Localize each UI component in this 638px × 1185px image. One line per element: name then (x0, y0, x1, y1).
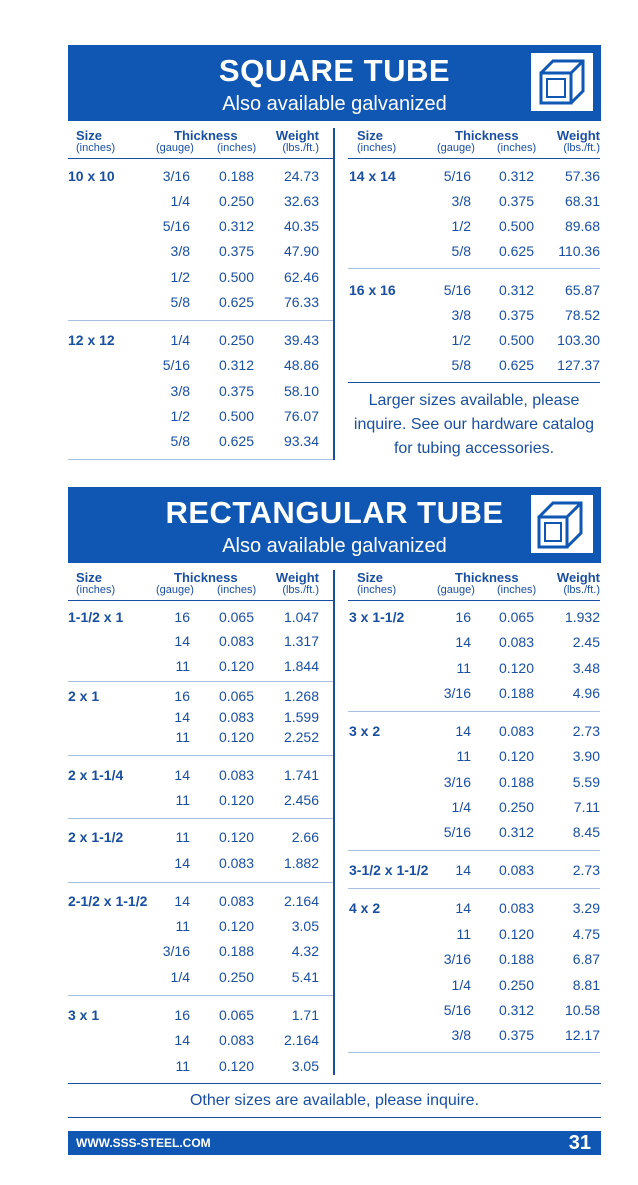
weight-value: 1.932 (564, 609, 600, 625)
thickness-value: 0.188 (218, 943, 254, 959)
thickness-value: 0.312 (218, 357, 254, 373)
inches-header: (inches) (497, 584, 537, 596)
gauge-value: 1/4 (170, 193, 190, 209)
header-rule (68, 600, 333, 601)
thickness-value: 0.625 (218, 433, 254, 449)
thickness-value: 0.083 (498, 723, 534, 739)
weight-value: 110.36 (558, 243, 600, 259)
gauge-value: 1/4 (170, 969, 190, 985)
weight-value: 47.90 (283, 243, 319, 259)
thickness-value: 0.500 (218, 408, 254, 424)
thickness-value: 0.312 (498, 168, 534, 184)
thickness-value: 0.120 (498, 926, 534, 942)
gauge-value: 16 (174, 688, 190, 704)
thickness-value: 0.120 (498, 748, 534, 764)
inches-header: (inches) (497, 142, 537, 154)
thickness-value: 0.120 (218, 1058, 254, 1074)
size-label: 2-1/2 x 1-1/2 (68, 893, 148, 909)
thickness-value: 0.500 (498, 332, 534, 348)
gauge-value: 11 (456, 748, 471, 764)
gauge-value: 11 (175, 792, 190, 808)
gauge-value: 5/16 (443, 168, 471, 184)
page-number: 31 (568, 1132, 591, 1154)
gauge-value: 1/2 (451, 218, 471, 234)
section-subtitle: Also available galvanized (222, 93, 447, 115)
note-line: Larger sizes available, please (368, 392, 580, 409)
group-divider (348, 268, 600, 269)
thickness-value: 0.625 (498, 243, 534, 259)
weight-value: 93.34 (283, 433, 319, 449)
weight-value: 3.29 (572, 900, 600, 916)
thickness-header: Thickness (455, 128, 519, 143)
gauge-header: (gauge) (156, 584, 194, 596)
thickness-value: 0.500 (218, 269, 254, 285)
thickness-value: 0.375 (498, 193, 534, 209)
weight-value: 1.741 (283, 767, 319, 783)
gauge-value: 16 (455, 609, 471, 625)
size-unit-header: (inches) (76, 584, 116, 596)
group-divider (348, 711, 600, 712)
size-label: 3 x 1-1/2 (349, 609, 405, 625)
header-rule (348, 158, 600, 159)
square-tube-banner (68, 45, 601, 121)
note-top-rule (348, 382, 600, 383)
weight-value: 24.73 (283, 168, 319, 184)
size-label: 14 x 14 (349, 168, 396, 184)
thickness-value: 0.312 (218, 218, 254, 234)
gauge-value: 11 (175, 918, 190, 934)
thickness-value: 0.083 (218, 1032, 254, 1048)
gauge-value: 3/16 (443, 774, 471, 790)
size-label: 3-1/2 x 1-1/2 (349, 862, 429, 878)
gauge-value: 3/16 (162, 168, 190, 184)
weight-unit-header: (lbs./ft.) (282, 142, 319, 154)
gauge-value: 3/8 (451, 1027, 471, 1043)
weight-value: 2.456 (283, 792, 319, 808)
header-rule (348, 600, 600, 601)
weight-value: 1.047 (283, 609, 319, 625)
column-divider (333, 570, 335, 1075)
gauge-value: 3/8 (170, 383, 190, 399)
square-tube-icon (531, 53, 593, 111)
gauge-value: 14 (455, 634, 471, 650)
thickness-value: 0.120 (218, 792, 254, 808)
thickness-value: 0.312 (498, 282, 534, 298)
gauge-value: 5/16 (443, 824, 471, 840)
thickness-value: 0.250 (218, 332, 254, 348)
weight-header: Weight (556, 128, 600, 143)
page-footer (68, 1131, 601, 1155)
weight-value: 48.86 (283, 357, 319, 373)
gauge-value: 5/16 (443, 282, 471, 298)
weight-value: 2.252 (283, 729, 319, 745)
gauge-value: 3/8 (451, 307, 471, 323)
weight-value: 127.37 (557, 357, 600, 373)
gauge-value: 14 (174, 1032, 190, 1048)
gauge-value: 14 (174, 767, 190, 783)
size-header: Size (357, 570, 384, 585)
thickness-value: 0.188 (498, 951, 534, 967)
group-divider (68, 459, 333, 460)
website-url[interactable]: WWW.SSS-STEEL.COM (76, 1136, 211, 1150)
gauge-value: 3/8 (170, 243, 190, 259)
size-label: 2 x 1 (68, 688, 100, 704)
gauge-value: 5/16 (162, 218, 190, 234)
weight-value: 1.599 (283, 709, 319, 725)
thickness-value: 0.083 (218, 709, 254, 725)
size-unit-header: (inches) (357, 142, 397, 154)
weight-value: 4.96 (572, 685, 600, 701)
group-divider (68, 681, 333, 682)
weight-unit-header: (lbs./ft.) (563, 584, 600, 596)
gauge-value: 14 (174, 709, 190, 725)
weight-header: Weight (275, 570, 319, 585)
gauge-value: 14 (455, 900, 471, 916)
weight-value: 5.59 (572, 774, 600, 790)
thickness-value: 0.120 (218, 918, 254, 934)
gauge-value: 5/8 (451, 357, 471, 373)
weight-value: 62.46 (283, 269, 319, 285)
size-label: 4 x 2 (349, 900, 381, 916)
rectangular-tube-banner (68, 487, 601, 563)
weight-value: 76.07 (283, 408, 319, 424)
group-divider (68, 818, 333, 819)
gauge-value: 5/8 (170, 433, 190, 449)
larger-sizes-note (348, 389, 600, 461)
size-label: 3 x 2 (349, 723, 381, 739)
thickness-value: 0.065 (498, 609, 534, 625)
header-rule (68, 158, 333, 159)
gauge-value: 1/2 (451, 332, 471, 348)
weight-value: 3.90 (572, 748, 600, 764)
weight-value: 32.63 (283, 193, 319, 209)
gauge-value: 14 (455, 723, 471, 739)
thickness-value: 0.188 (218, 168, 254, 184)
weight-value: 76.33 (283, 294, 319, 310)
thickness-value: 0.375 (498, 307, 534, 323)
gauge-value: 1/2 (170, 269, 190, 285)
size-label: 1-1/2 x 1 (68, 609, 124, 625)
weight-value: 89.68 (564, 218, 600, 234)
rectangular-tube-icon (531, 495, 593, 553)
thickness-value: 0.083 (218, 767, 254, 783)
gauge-value: 1/4 (451, 799, 471, 815)
column-divider (333, 128, 335, 460)
weight-value: 1.882 (283, 855, 319, 871)
group-divider (68, 755, 333, 756)
weight-value: 3.05 (291, 918, 319, 934)
weight-value: 103.30 (557, 332, 600, 348)
gauge-value: 5/16 (443, 1002, 471, 1018)
thickness-value: 0.065 (218, 688, 254, 704)
gauge-value: 3/8 (451, 193, 471, 209)
thickness-value: 0.625 (498, 357, 534, 373)
weight-value: 2.164 (283, 893, 319, 909)
weight-value: 78.52 (564, 307, 600, 323)
weight-value: 2.73 (572, 862, 600, 878)
thickness-value: 0.312 (498, 1002, 534, 1018)
size-label: 3 x 1 (68, 1007, 100, 1023)
weight-value: 2.45 (572, 634, 600, 650)
other-note-bottom-rule (68, 1117, 601, 1118)
gauge-value: 11 (175, 1058, 190, 1074)
weight-unit-header: (lbs./ft.) (282, 584, 319, 596)
gauge-value: 1/2 (170, 408, 190, 424)
weight-value: 12.17 (564, 1027, 600, 1043)
section-title: RECTANGULAR TUBE (165, 495, 504, 530)
size-label: 2 x 1-1/4 (68, 767, 124, 783)
thickness-value: 0.065 (218, 609, 254, 625)
gauge-header: (gauge) (156, 142, 194, 154)
group-divider (68, 882, 333, 883)
gauge-value: 1/4 (170, 332, 190, 348)
thickness-value: 0.250 (218, 969, 254, 985)
thickness-header: Thickness (455, 570, 519, 585)
gauge-value: 16 (174, 1007, 190, 1023)
thickness-header: Thickness (174, 570, 238, 585)
thickness-value: 0.083 (498, 634, 534, 650)
size-label: 10 x 10 (68, 168, 115, 184)
thickness-value: 0.120 (498, 660, 534, 676)
thickness-value: 0.083 (218, 893, 254, 909)
inches-header: (inches) (217, 142, 257, 154)
group-divider (348, 850, 600, 851)
size-header: Size (357, 128, 384, 143)
weight-value: 8.81 (572, 977, 600, 993)
gauge-header: (gauge) (437, 142, 475, 154)
other-sizes-note: Other sizes are available, please inquire. (189, 1092, 480, 1109)
weight-value: 7.11 (573, 799, 600, 815)
thickness-value: 0.375 (498, 1027, 534, 1043)
size-label: 16 x 16 (349, 282, 396, 298)
thickness-value: 0.250 (218, 193, 254, 209)
size-header: Size (76, 128, 103, 143)
size-header: Size (76, 570, 103, 585)
group-divider (348, 1052, 600, 1053)
thickness-value: 0.250 (498, 977, 534, 993)
weight-value: 1.268 (283, 688, 319, 704)
weight-value: 8.45 (572, 824, 600, 840)
thickness-value: 0.120 (218, 729, 254, 745)
weight-value: 1.844 (283, 658, 319, 674)
weight-header: Weight (556, 570, 600, 585)
gauge-value: 11 (456, 926, 471, 942)
size-unit-header: (inches) (357, 584, 397, 596)
gauge-value: 11 (175, 829, 190, 845)
thickness-value: 0.083 (498, 862, 534, 878)
weight-value: 10.58 (564, 1002, 600, 1018)
gauge-value: 14 (174, 893, 190, 909)
weight-value: 4.32 (291, 943, 319, 959)
thickness-value: 0.083 (498, 900, 534, 916)
size-label: 12 x 12 (68, 332, 115, 348)
thickness-value: 0.625 (218, 294, 254, 310)
gauge-value: 11 (175, 658, 190, 674)
weight-value: 65.87 (564, 282, 600, 298)
weight-value: 3.05 (291, 1058, 319, 1074)
weight-value: 57.36 (564, 168, 600, 184)
thickness-value: 0.065 (218, 1007, 254, 1023)
note-line: inquire. See our hardware catalog (353, 416, 595, 433)
size-unit-header: (inches) (76, 142, 116, 154)
weight-value: 5.41 (291, 969, 319, 985)
thickness-value: 0.375 (218, 383, 254, 399)
thickness-value: 0.120 (218, 658, 254, 674)
weight-value: 4.75 (572, 926, 600, 942)
size-label: 2 x 1-1/2 (68, 829, 124, 845)
weight-value: 1.317 (283, 633, 319, 649)
gauge-value: 3/16 (162, 943, 190, 959)
thickness-value: 0.083 (218, 855, 254, 871)
weight-value: 6.87 (572, 951, 600, 967)
group-divider (68, 320, 333, 321)
gauge-value: 5/8 (451, 243, 471, 259)
weight-value: 2.73 (572, 723, 600, 739)
thickness-value: 0.312 (498, 824, 534, 840)
weight-value: 39.43 (283, 332, 319, 348)
note-line: for tubing accessories. (393, 440, 555, 457)
gauge-value: 11 (175, 729, 190, 745)
weight-value: 58.10 (283, 383, 319, 399)
section-subtitle: Also available galvanized (222, 535, 447, 557)
inches-header: (inches) (217, 584, 257, 596)
gauge-value: 16 (174, 609, 190, 625)
thickness-value: 0.250 (498, 799, 534, 815)
weight-header: Weight (275, 128, 319, 143)
gauge-value: 14 (174, 855, 190, 871)
gauge-value: 5/8 (170, 294, 190, 310)
gauge-value: 3/16 (443, 685, 471, 701)
section-title: SQUARE TUBE (218, 53, 451, 88)
other-note-top-rule (68, 1083, 601, 1084)
gauge-header: (gauge) (437, 584, 475, 596)
thickness-value: 0.375 (218, 243, 254, 259)
weight-value: 2.164 (283, 1032, 319, 1048)
gauge-value: 3/16 (443, 951, 471, 967)
thickness-value: 0.188 (498, 685, 534, 701)
weight-value: 3.48 (572, 660, 600, 676)
thickness-header: Thickness (174, 128, 238, 143)
weight-value: 40.35 (283, 218, 319, 234)
thickness-value: 0.083 (218, 633, 254, 649)
weight-value: 2.66 (291, 829, 319, 845)
gauge-value: 5/16 (162, 357, 190, 373)
thickness-value: 0.500 (498, 218, 534, 234)
weight-value: 1.71 (291, 1007, 319, 1023)
weight-unit-header: (lbs./ft.) (563, 142, 600, 154)
thickness-value: 0.188 (498, 774, 534, 790)
gauge-value: 11 (456, 660, 471, 676)
group-divider (348, 888, 600, 889)
weight-value: 68.31 (564, 193, 600, 209)
group-divider (68, 995, 333, 996)
gauge-value: 14 (455, 862, 471, 878)
gauge-value: 1/4 (451, 977, 471, 993)
gauge-value: 14 (174, 633, 190, 649)
thickness-value: 0.120 (218, 829, 254, 845)
